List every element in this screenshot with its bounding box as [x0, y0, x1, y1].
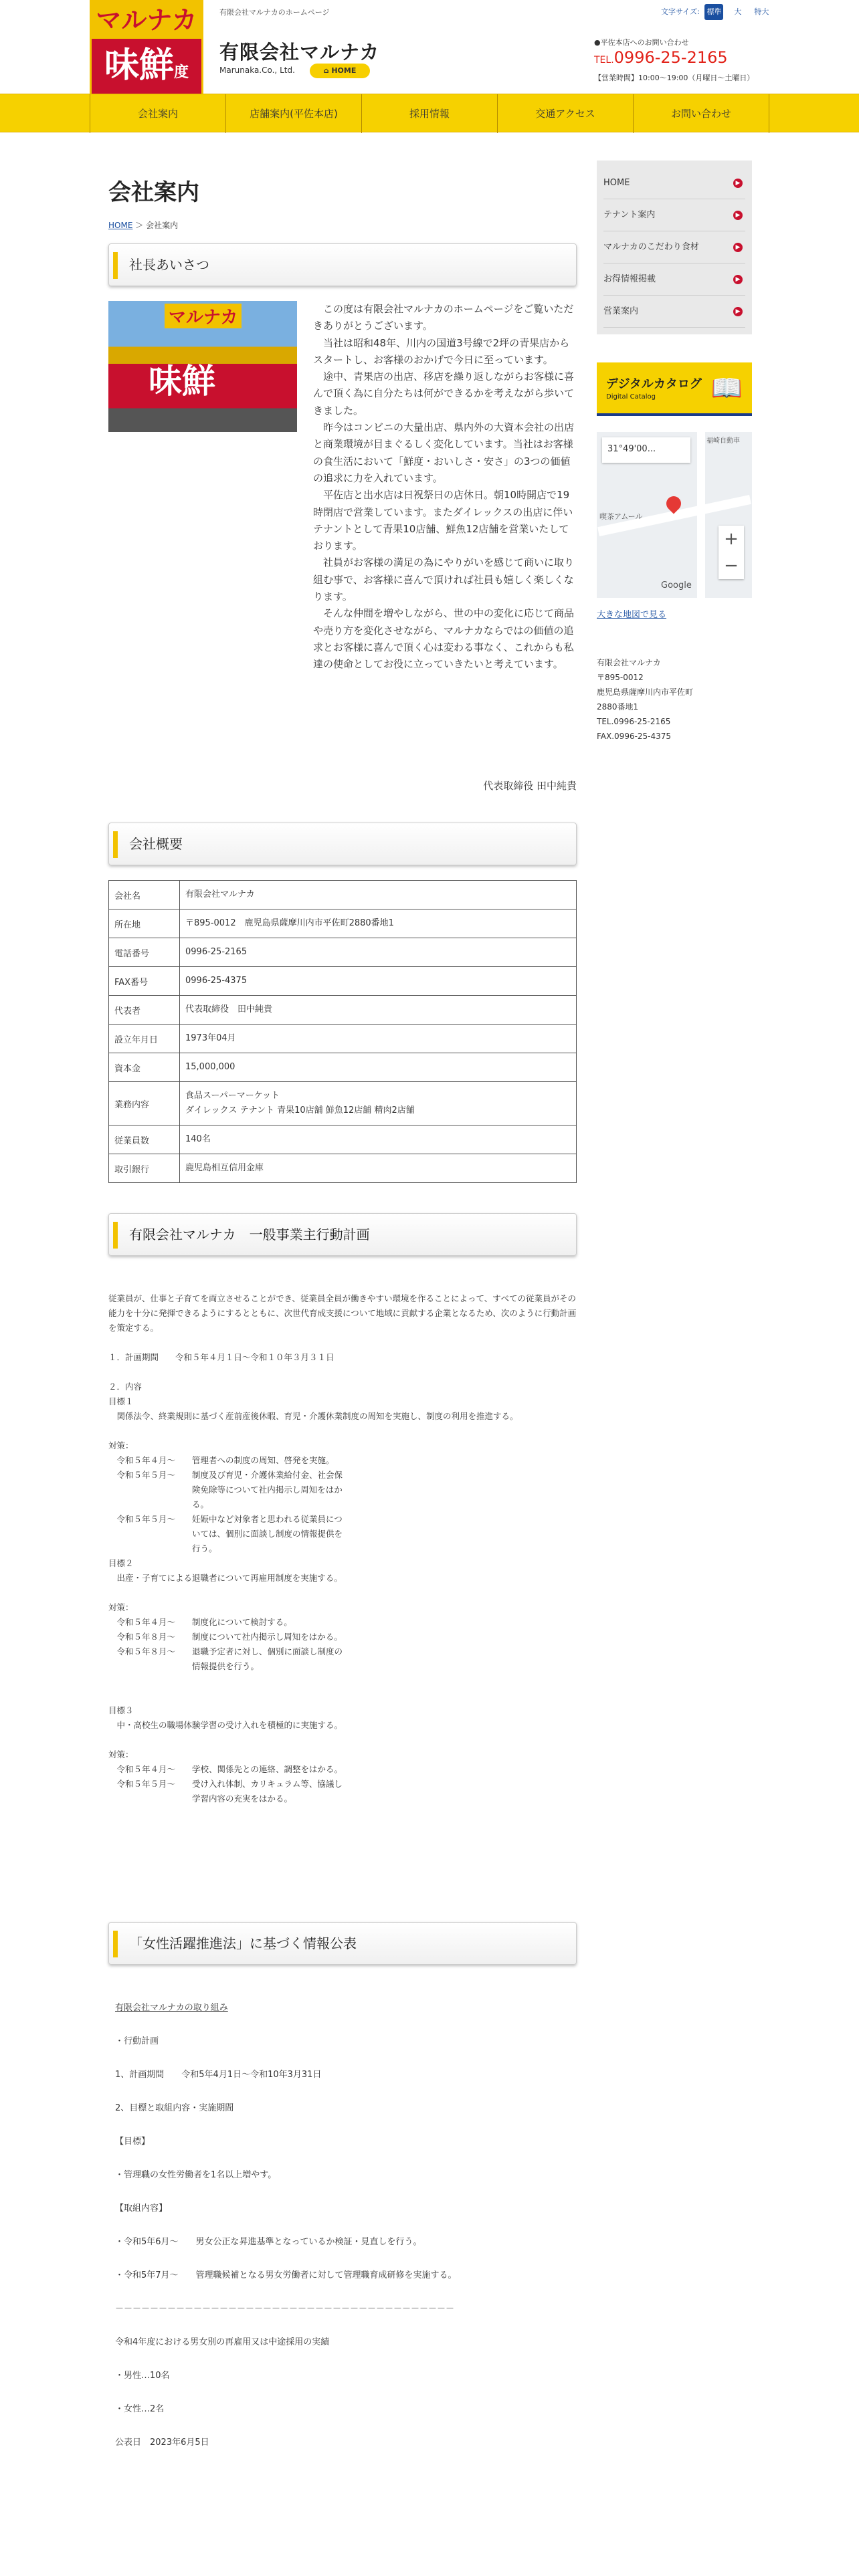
breadcrumb-home-link[interactable]: HOME — [108, 221, 133, 230]
contact-label: ●平佐本店へのお問い合わせ — [594, 38, 689, 47]
overview-value: 1973年04月 — [180, 1025, 577, 1053]
tel-number: 0996-25-2165 — [613, 48, 728, 67]
sidebar-item-home[interactable] — [603, 167, 745, 199]
overview-value: 0996-25-4375 — [180, 967, 577, 996]
greeting-paragraph: この度は有限会社マルナカのホームページをご覧いただきありがとうございます。 — [313, 303, 574, 332]
logo-main-kanji: 味鮮 — [104, 45, 174, 86]
arrow-right-icon: ▶ — [733, 243, 743, 252]
map-place-label: 喫茶アムール — [599, 512, 643, 521]
overview-value: 〒895-0012 鹿児島県薩摩川内市平佐町2880番地1 — [180, 909, 577, 938]
home-badge-button[interactable]: ⌂ HOME — [310, 64, 370, 78]
site-logo[interactable] — [90, 0, 203, 100]
greeting-signature: 代表取締役 田中純貴 — [483, 780, 577, 792]
tel-prefix: TEL. — [594, 55, 614, 66]
nav-item-contact[interactable]: お問い合わせ — [633, 94, 769, 133]
table-row — [109, 938, 577, 967]
table-row — [109, 1082, 577, 1125]
nav-item-recruit[interactable]: 採用情報 — [361, 94, 497, 133]
greeting-paragraph: 平佐店と出水店は日祝祭日の店休日。朝10時開店で19時閉店で営業しています。またダイレックスの出店に伴いテナントとして青果10店舗、鮮魚12店舗を営業いたしております。 — [313, 489, 573, 552]
nav-item-store[interactable]: 店舗案内(平佐本店) — [225, 94, 361, 133]
logo-top-text: マルナカ — [92, 2, 201, 39]
store-photo — [108, 301, 297, 432]
company-name: 有限会社マルナカ — [219, 41, 380, 64]
greeting-paragraph: 当社は昭和48年、川内の国道3号線で2坪の青果店からスタートし、お客様のおかげで今日に至っています。 — [313, 336, 570, 366]
women-text: ・行動計画 1、計画期間 令和5年4月1日〜令和10年3月31日 2、目標と取組内容・実施期間 【目標】 ・管理職の女性労働者を1名以上増やす。 【取組内容】 ・令和5年6月〜 男女公正な昇進基準となっているか検証・見直しを行う。 ・令和5年7月〜 管理職候補となる男女労働者に対して管理職育成研修を実施する。 －－－－－－－－－－－－－－－－－－－－－－－－－－－－－－－－－－－－－－－ 令和4年度における男女別の再雇用又は中途採用の実績 ・男性…10名 ・女性…2名 公表日 2023年6月5日 — [115, 2036, 457, 2448]
nav-item-company[interactable]: 会社案内 — [90, 94, 225, 133]
sidebar-item-label: マルナカのこだわり食材 — [603, 242, 699, 252]
logo-main-text — [92, 39, 201, 100]
book-icon: 📖 — [710, 373, 743, 403]
sidebar-item-ingredients[interactable] — [603, 231, 745, 263]
global-nav-items — [90, 94, 769, 133]
overview-heading-text: 会社概要 — [129, 836, 183, 852]
overview-key: 所在地 — [109, 909, 180, 938]
greeting-paragraph: 社員がお客様の満足の為にやりがいを感じて商いに取り組む事で、お客様に喜んで頂ければ社員も嬉しく楽しくなります。 — [313, 556, 575, 603]
sidebar-menu — [597, 160, 752, 334]
page-title: 会社案内 — [108, 179, 199, 206]
embedded-map[interactable] — [597, 432, 752, 598]
overview-value: 15,000,000 — [180, 1053, 577, 1082]
google-logo: Google — [661, 580, 692, 591]
sidebar-item-label: お得情報掲載 — [603, 274, 656, 284]
plan-heading-text: 有限会社マルナカ 一般事業主行動計画 — [129, 1226, 370, 1243]
overview-value: 鹿児島相互信用金庫 — [180, 1154, 577, 1183]
catalog-subtitle: Digital Catalog — [606, 393, 656, 401]
font-size-label: 文字サイズ: — [661, 7, 700, 16]
overview-key: FAX番号 — [109, 967, 180, 996]
greeting-heading-text: 社長あいさつ — [129, 257, 209, 273]
overview-key: 従業員数 — [109, 1125, 180, 1154]
phone-number[interactable] — [594, 48, 728, 67]
map-road — [697, 432, 705, 598]
arrow-right-icon: ▶ — [733, 179, 743, 188]
arrow-right-icon: ▶ — [733, 211, 743, 220]
map-coordinate-card[interactable]: 31°49'00... — [602, 437, 690, 463]
overview-value: 有限会社マルナカ — [180, 881, 577, 909]
overview-value: 代表取締役 田中純貴 — [180, 996, 577, 1025]
company-overview-table — [108, 880, 577, 1183]
overview-value: 食品スーパーマーケット ダイレックス テナント 青果10店舗 鮮魚12店舗 精肉2店舗 — [180, 1082, 577, 1125]
table-row — [109, 1154, 577, 1183]
business-hours: 【営業時間】10:00〜19:00（月曜日〜土曜日） — [594, 74, 755, 82]
photo-sign-top: マルナカ — [165, 304, 242, 328]
sidebar-item-label: テナント案内 — [603, 210, 656, 220]
greeting-paragraph: 途中、青果店の出店、移店を繰り返しながらお客様に喜んで頂く為に自分たちは何ができるかを考えながら歩いてきました。 — [313, 370, 575, 417]
font-size-standard-button[interactable]: 標準 — [704, 4, 723, 20]
greeting-heading — [108, 243, 577, 286]
company-name-en: Marunaka.Co., Ltd. — [219, 66, 295, 75]
global-nav — [0, 94, 859, 132]
sidebar-item-label: HOME — [603, 178, 630, 188]
overview-key: 代表者 — [109, 996, 180, 1025]
overview-value: 0996-25-2165 — [180, 938, 577, 967]
table-row — [109, 967, 577, 996]
nav-item-access[interactable]: 交通アクセス — [497, 94, 633, 133]
site-header — [0, 0, 859, 94]
overview-key: 取引銀行 — [109, 1154, 180, 1183]
overview-heading — [108, 823, 577, 865]
table-row — [109, 996, 577, 1025]
sidebar-item-deals[interactable] — [603, 263, 745, 296]
table-row — [109, 909, 577, 938]
catalog-title: デジタルカタログ — [606, 377, 702, 391]
home-badge-label: HOME — [331, 66, 357, 75]
women-heading — [108, 1922, 577, 1965]
arrow-right-icon: ▶ — [733, 307, 743, 316]
arrow-right-icon: ▶ — [733, 275, 743, 284]
table-row — [109, 1053, 577, 1082]
table-row — [109, 881, 577, 909]
font-size-switcher — [661, 4, 771, 20]
digital-catalog-banner[interactable] — [597, 362, 752, 416]
sidebar-address: 有限会社マルナカ 〒895-0012 鹿児島県薩摩川内市平佐町 2880番地1 TEL.0996-25-2165 FAX.0996-25-4375 — [597, 658, 694, 741]
women-lead: 有限会社マルナカの取り組み — [115, 2003, 228, 2013]
women-disclosure — [115, 1992, 577, 2460]
overview-key: 業務内容 — [109, 1082, 180, 1125]
breadcrumb — [108, 219, 178, 231]
greeting-paragraph: 昨今はコンビニの大量出店、県内外の大資本会社の出店と商業環境が目まぐるしく変化しています。当社はお客様の食生活において「鮮度・おいしさ・安さ」の3つの価値の追求に力を入れています。 — [313, 421, 575, 484]
photo-sign-main: 味鮮 — [149, 361, 215, 401]
table-row — [109, 1125, 577, 1154]
tagline: 有限会社マルナカのホームページ — [219, 8, 330, 17]
women-heading-text: 「女性活躍推進法」に基づく情報公表 — [129, 1935, 357, 1951]
greeting-text — [313, 301, 577, 673]
map-place-label: 福崎自動車 — [706, 437, 740, 445]
larger-map-link[interactable]: 大きな地図で見る — [597, 610, 667, 620]
action-plan-text: 従業員が、仕事と子育てを両立させることができ、従業員全員が働きやすい環境を作ることによって、すべての従業員がその能力を十分に発揮できるようにするとともに、次世代育成支援について地域に貢献する企業となるため、次のように行動計画を策定する。 １．計画期間 令和５年４月１日〜令和１０年３月３１日 ２．内容 目標１ 関係法令、終業規則に基づく産前産後休暇、育児・介護休業制度の周知を実施し、制度の利用を推進する。 対策： 令和５年４月〜 管理者への制度の周知、啓発を実施。 令和５年５月〜 制度及び育児・介護休業給付金、社会保 険免除等について社内掲示し周知をはか る。 令和５年５月〜 妊娠中など対象者と思われる従業員につ いては、個別に面談し制度の情報提供を 行う。 目標２ 出産・子育てによる退職者について再雇用制度を実施する。 対策： 令和５年４月〜 制度化について検討する。 令和５年８月〜 制度について社内掲示し周知をはかる。 令和５年８月〜 退職予定者に対し、個別に面談し制度の 情報提供を行う。 目標３ 中・高校生の職場体験学習の受け入れを積極的に実施する。 対策： 令和５年４月〜 学校、関係先との連絡、調整をはかる。 令和５年５月〜 受け入れ体制、カリキュラム等、協議し 学習内容の充実をはかる。 — [108, 1293, 577, 1804]
overview-key: 設立年月日 — [109, 1025, 180, 1053]
breadcrumb-separator: ＞ — [135, 221, 144, 230]
overview-value: 140名 — [180, 1125, 577, 1154]
font-size-xlarge-button[interactable]: 特大 — [754, 7, 769, 16]
map-zoom-control[interactable]: + − — [719, 526, 744, 579]
font-size-large-button[interactable]: 大 — [734, 7, 742, 16]
sidebar-item-business[interactable] — [603, 296, 745, 328]
overview-key: 資本金 — [109, 1053, 180, 1082]
plan-heading — [108, 1213, 577, 1256]
breadcrumb-current: 会社案内 — [146, 221, 179, 230]
overview-key: 会社名 — [109, 881, 180, 909]
logo-small-kanji: 度 — [174, 64, 189, 81]
overview-table-body — [109, 881, 577, 1183]
table-row — [109, 1025, 577, 1053]
overview-key: 電話番号 — [109, 938, 180, 967]
sidebar-item-label: 営業案内 — [603, 306, 639, 316]
greeting-paragraph: そんな仲間を増やしながら、世の中の変化に応じて商品や売り方を変化させながら、マルナカならではの価値の追求とお客様に喜んで頂く心は変わる事なく、これからも私達の使命としてお役に立っていきたいと考えています。 — [313, 607, 575, 671]
sidebar-item-tenant[interactable] — [603, 199, 745, 231]
